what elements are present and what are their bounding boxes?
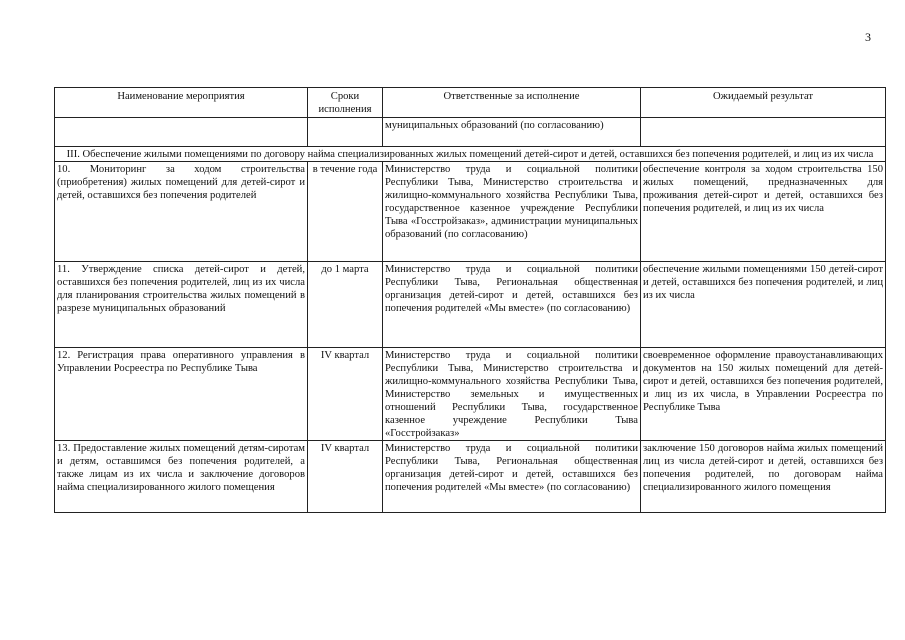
table-row [55,262,886,348]
cell-empty [55,118,308,147]
section-title: III. Обеспечение жилыми помещениями по договору найма специализированных жилых помещений детей-сирот и детей, оставшихся без попечения родителей, и лиц из их числа [55,147,886,162]
cell-responsible: Министерство труда и социальной политики Республики Тыва, Министерство строительства и жилищно-коммунального хозяйства Республики Тыва, государственное казенное учреждение Республики Тыва «Госстройзаказ», администрации муниципальных образований (по согласованию) [383,162,641,262]
cell-responsible: Министерство труда и социальной политики Республики Тыва, Региональная общественная организация детей-сирот и детей, оставшихся без попечения родителей «Мы вместе» (по согласованию) [383,441,641,513]
page-number: 3 [865,30,871,44]
cell-result: обеспечение контроля за ходом строительства 150 жилых помещений, предназначенных для проживания детей-сирот и детей, оставшихся без попечения родителей, и лиц из их числа [641,162,886,262]
header-responsible: Ответственные за исполнение [383,88,641,118]
header-deadline: Сроки исполнения [308,88,383,118]
section-row [55,147,886,162]
table-header-row [55,88,886,118]
continuation-row [55,118,886,147]
cell-deadline: IV квартал [308,441,383,513]
cell-result: своевременное оформление правоустанавливающих документов на 150 жилых помещений для детей-сирот и детей, оставшихся без попечения родителей, и лиц из их числа, в Управлении Росреестра по Республике Тыва [641,348,886,441]
events-table [54,87,886,513]
cell-deadline: в течение года [308,162,383,262]
cell-deadline: до 1 марта [308,262,383,348]
cell-empty [308,118,383,147]
cell-name: 11. Утверждение списка детей-сирот и детей, оставшихся без попечения родителей, лиц из их числа для планирования строительства жилых помещений в разрезе муниципальных образований [55,262,308,348]
header-name: Наименование мероприятия [55,88,308,118]
cell-empty [641,118,886,147]
cell-name: 13. Предоставление жилых помещений детям-сиротам и детям, оставшимся без попечения родителей, а также лицам из их числа и заключение договоров найма специализированного жилого помещения [55,441,308,513]
cell-result: обеспечение жилыми помещениями 150 детей-сирот и детей, оставшихся без попечения родителей, и лиц из их числа [641,262,886,348]
cell-responsible: муниципальных образований (по согласованию) [383,118,641,147]
cell-responsible: Министерство труда и социальной политики Республики Тыва, Министерство строительства и жилищно-коммунального хозяйства Республики Тыва, Министерство земельных и имущественных отношений Республики Тыва, государственное казенное учреждение Республики Тыва «Госстройзаказ» [383,348,641,441]
cell-name: 12. Регистрация права оперативного управления в Управлении Росреестра по Республике Тыва [55,348,308,441]
cell-name: 10. Мониторинг за ходом строительства (приобретения) жилых помещений для детей-сирот и детей, оставшихся без попечения родителей [55,162,308,262]
cell-result: заключение 150 договоров найма жилых помещений лиц из числа детей-сирот и детей, оставшихся без попечения родителей, по договорам найма специализированного жилого помещения [641,441,886,513]
header-result: Ожидаемый результат [641,88,886,118]
table-row [55,348,886,441]
cell-deadline: IV квартал [308,348,383,441]
table-row [55,162,886,262]
table-row [55,441,886,513]
cell-responsible: Министерство труда и социальной политики Республики Тыва, Региональная общественная организация детей-сирот и детей, оставшихся без попечения родителей «Мы вместе» (по согласованию) [383,262,641,348]
